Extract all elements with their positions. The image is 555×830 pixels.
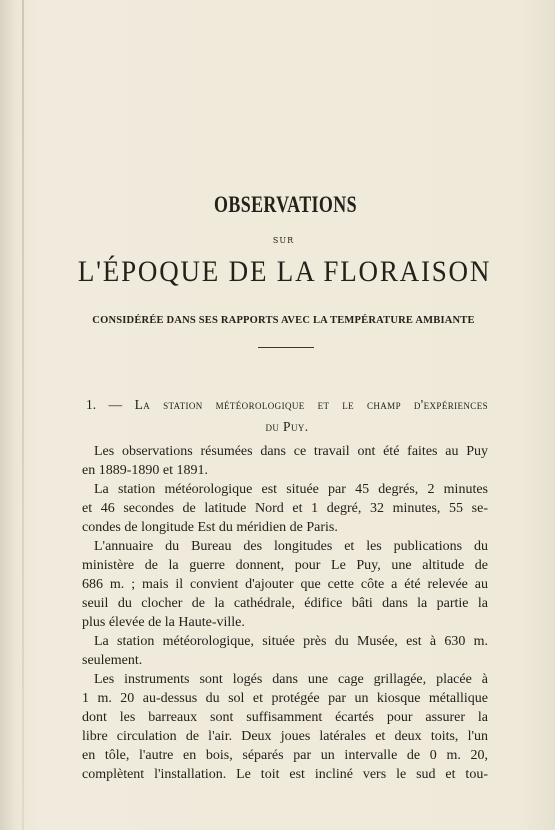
text-line: Les instruments sont logés dans une cage grillagée, placée à (94, 672, 488, 687)
paragraph (82, 442, 488, 480)
text-line: La station météorologique est située par 45 degrés, 2 minutes (94, 482, 488, 497)
text-line: plus élevée de la Haute-ville. (82, 615, 245, 630)
text-line: et 46 secondes de latitude Nord et 1 degré, 32 minutes, 55 se- (82, 501, 488, 516)
section-number: 1. — (86, 397, 123, 412)
text-line: dont les barreaux sont suffisamment écartés pour assurer la (82, 710, 488, 725)
text-line: ministère de la guerre donnent, pour Le Puy, une altitude de (82, 558, 488, 573)
page-fold-shadow (22, 0, 24, 830)
text-line: libre circulation de l'air. Deux joues latérales et deux toits, l'un (82, 729, 488, 744)
text-line: seulement. (82, 653, 143, 668)
main-title: OBSERVATIONS (214, 192, 357, 217)
section-heading (86, 394, 488, 438)
text-line: 686 m. ; mais il convient d'ajouter que cette côte a été relevée au (82, 577, 488, 592)
text-line: 1 m. 20 au-dessus du sol et protégée par un kiosque métallique (82, 691, 488, 706)
text-line: complètent l'installation. Le toit est incliné vers le sud et tou- (82, 767, 488, 782)
subtitle: CONSIDÉRÉE DANS SES RAPPORTS AVEC LA TEMPÉRATURE AMBIANTE (92, 315, 475, 326)
paragraph (82, 632, 488, 670)
paragraph (82, 537, 488, 632)
text-line: en tôle, l'autre en bois, séparés par un intervalle de 0 m. 20, (82, 748, 488, 763)
title-rule (258, 347, 314, 348)
body-text (82, 442, 488, 784)
text-line: seuil du clocher de la cathédrale, édifice bâti dans la partie la (82, 596, 488, 611)
text-line: La station météorologique, située près du Musée, est à 630 m. (94, 634, 488, 649)
paragraph (82, 480, 488, 537)
text-line: L'annuaire du Bureau des longitudes et les publications du (94, 539, 488, 554)
big-title: L'ÉPOQUE DE LA FLORAISON (77, 255, 492, 288)
section-title-part-2: du Puy. (265, 419, 309, 434)
section-title-part-1: La station météorologique et le champ d'expériences (134, 397, 489, 412)
section-heading-line-1 (86, 394, 488, 416)
paragraph (82, 670, 488, 784)
title-connector: SUR (272, 236, 295, 245)
text-line: en 1889-1890 et 1891. (82, 463, 208, 478)
text-line: condes de longitude Est du méridien de Paris. (82, 520, 338, 535)
text-line: Les observations résumées dans ce travail ont été faites au Puy (94, 444, 488, 459)
